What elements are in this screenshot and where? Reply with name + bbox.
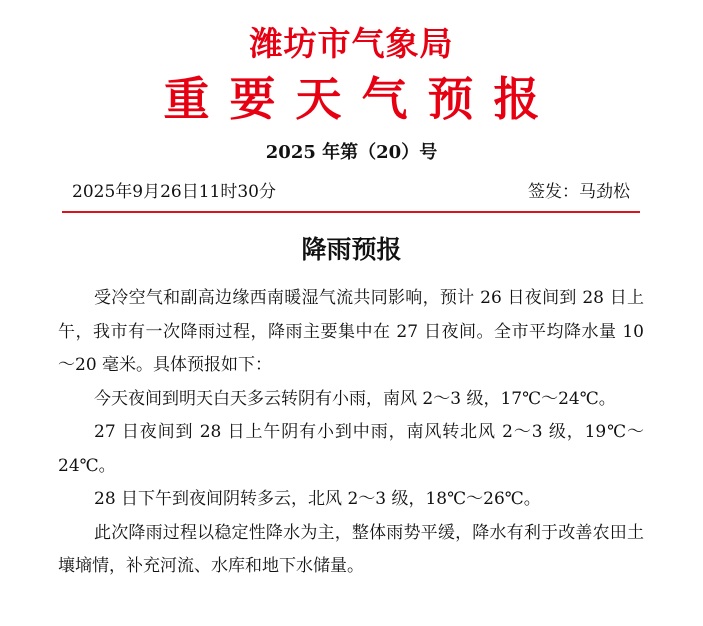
section-title: 降雨预报	[301, 235, 402, 264]
meta-row	[72, 178, 630, 206]
paragraph-overview: 受冷空气和副高边缘西南暖湿气流共同影响，预计 26 日夜间到 28 日上午，我市有一次降雨过程，降雨主要集中在 27 日夜间。全市平均降水量 10～20 毫米。具体预报如下：	[58, 288, 644, 375]
paragraph-forecast-28th: 28 日下午到夜间阴转多云，北风 2～3 级，18℃～26℃。	[94, 489, 541, 509]
forecast-body	[58, 282, 644, 584]
issue-datetime: 2025年9月26日11时30分	[72, 182, 276, 202]
paragraph-impact: 此次降雨过程以稳定性降水为主，整体雨势平缓，降水有利于改善农田土壤墒情，补充河流、水库和地下水储量。	[58, 522, 644, 576]
bulletin-title: 重要天气预报	[163, 72, 560, 126]
signer: 签发：马劲松	[528, 182, 630, 202]
paragraph-forecast-tonight: 今天夜间到明天白天多云转阴有小雨，南风 2～3 级，17℃～24℃。	[94, 388, 616, 409]
paragraph-forecast-27th: 27 日夜间到 28 日上午阴有小到中雨，南风转北风 2～3 级，19℃～24℃。	[58, 422, 644, 476]
red-divider-rule	[62, 211, 640, 213]
issuing-organization: 潍坊市气象局	[249, 24, 454, 63]
issue-number: 2025 年第（20）号	[265, 142, 438, 163]
